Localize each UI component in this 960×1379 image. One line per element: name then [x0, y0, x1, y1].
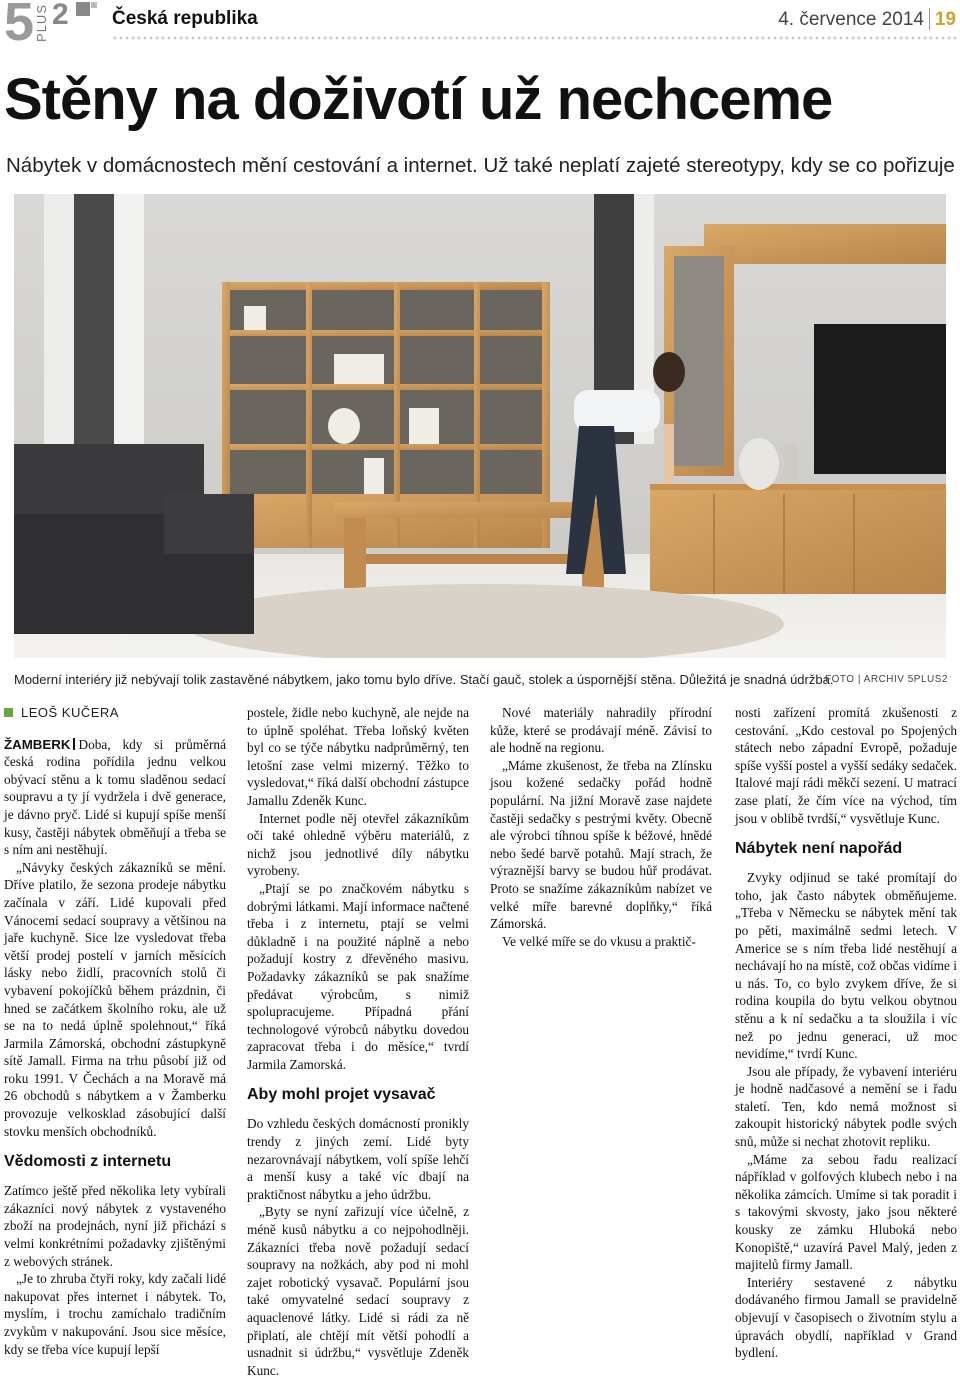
author-name: LEOŠ KUČERA: [21, 705, 119, 720]
headline: Stěny na doživotí už nechceme: [4, 67, 833, 132]
paragraph: „Návyky českých zákazníků se mění. Dříve platilo, že sezona prodeje nábytku začínala v září. Lidé kupovali před Vánocemi sedací soupravy a většinou na jaře kuchyně. Sice lze vysledovat třeba větší prodej postelí v jarních měsících lásky nebo židlí, pracovních stolů či vybavení pokojíčků během prázdnin, či hned se začátkem školního roku, ale už se na to nedá úplně spolehnout,“ říká Jarmila Zámorská, obchodní zástupkyně sítě Jamall. Firma na trhu působí již od roku 1991. V Čechách a na Moravě má 26 obchodů s nábytkem a v Žamberku provozuje velkosklad zásobující další stovku menších obchodníků.: [4, 859, 226, 1139]
subheading: Aby mohl projet vysavač: [247, 1086, 436, 1104]
dateline: ŽAMBERK: [4, 736, 71, 752]
article-column-4: [735, 704, 957, 1362]
subheading: Vědomosti z internetu: [4, 1153, 172, 1171]
byline-square-icon: [4, 708, 13, 717]
page-number: 19: [934, 9, 956, 30]
article-column-3: [490, 704, 712, 950]
paragraph: Internet podle něj otevřel zákazníkům oči také ohledně výběru materiálů, z nichž jsou jednotlivé díly nábytku vyrobeny.: [247, 810, 469, 879]
article-column-1: [4, 704, 226, 1358]
paragraph: „Je to zhruba čtyři roky, kdy začali lidé nakupovat přes internet i nábytek. To, myslím, i trochu zamíchalo tradičním zvykům v nakupování. Jsou sice měsíce, kdy se třeba více kupují lepší: [4, 1271, 226, 1357]
paragraph: postele, židle nebo kuchyně, ale nejde na to úplně spoléhat. Třeba loňský květen byl co se týče nábytku nadprůměrný, ten letošní zase velmi mizerný. Těžko to vysledovat,“ říká další obchodní zástupce Jamallu Zdeněk Kunc.: [247, 705, 469, 808]
page-separator: [929, 8, 930, 30]
logo-plus: PLUS: [34, 4, 49, 42]
paragraph: „Byty se nyní zařizují více účelně, z méně kusů nábytku a co nejpohodlněji. Zákazníci třeba nově požadují sedací soupravy na nožkách, aby pod ni mohl zajet robotický vysavač. Populární jsou také omyvatelné sedací soupravy z aquaclenové látky. Lidé si rádi za ně připlatí, ale chtějí mít větší pohodlí a usnadnit si údržbu,“ vysvětluje Zdeněk Kunc.: [247, 1204, 469, 1378]
lead-paragraph: [4, 736, 226, 859]
living-room-illustration: [14, 194, 946, 658]
issue-date: 4. července 2014: [778, 9, 924, 30]
subheadline: Nábytek v domácnostech mění cestování a internet. Už také neplatí zajeté stereotypy, kdy se co pořizuje: [6, 154, 955, 177]
dateline-bar: [73, 738, 75, 750]
paragraph: „Máme zkušenost, že třeba na Zlínsku jsou kožené sedačky pořád hodně populární. Na jižní Moravě zase najdete častěji sedačky s pestrými květy. Obecně ale výrobci tíhnou spíše k béžové, hnědé nebo šedé barvě potahů. Mají strach, že výraznější barvy se budou hůř prodávat. Proto se snažíme zákazníkům nabízet ve velké míře barevné doplňky,“ říká Zámorská.: [490, 757, 712, 932]
paragraph: Nové materiály nahradily přírodní kůže, které se prodávají méně. Závisí to ale hodně na regionu.: [490, 705, 712, 756]
header-dotted-rule: [112, 36, 958, 40]
article-photo: [14, 194, 946, 658]
page-header: [0, 0, 960, 52]
paragraph: Ve velké míře se do vkusu a praktič-: [502, 933, 696, 949]
paragraph: Interiéry sestavené z nábytku dodávaného firmou Jamall se pravidelně objevují v časopisech o životním stylu a úpravách obydlí, například v Grand bydlení.: [735, 1274, 957, 1361]
paragraph: Zvyky odjinud se také promítají do toho, jak často nábytek obměňujeme. „Třeba v Německu se nábytek mění tak po pěti, maximálně sedmi letech. V Americe se s ním třeba lidé nestěhují a nechávají ho na místě, což občas vidíme i u nás. To, co bylo zvykem dříve, že si rodina koupila do bytu velkou obytnou stěnu a k ní sedačku a ta sloužila i víc než po jednu generaci, už moc nevidíme,“ tvrdí Kunc.: [735, 870, 957, 1062]
photo-credit: FOTO | ARCHIV 5PLUS2: [824, 674, 948, 685]
logo-number: 5: [4, 0, 35, 52]
paragraph: „Máme za sebou řadu realizací nápříklad v golfových klubech nebo i na několika zámcích. Umíme si tak poradit i s takovými skvosty, jako jsou některé kousky ze zámku Hluboká nebo Konopiště,“ uzavírá Pavel Malý, jeden z majitelů firmy Jamall.: [735, 1151, 957, 1273]
subheading: Nábytek není napořád: [735, 840, 903, 858]
photo-caption: Moderní interiéry již nebývají tolik zastavěné nábytkem, jako tomu bylo dříve. Stačí gauč, stolek a úspornější stěna. Důležitá je snadná údržba.: [14, 672, 834, 687]
article-column-2: [247, 704, 469, 1379]
logo-small-square-icon: [91, 2, 97, 8]
paragraph: nosti zařízení promítá zkušenosti z cestování. „Kdo cestoval po Spojených státech nebo západní Evropě, požaduje spíše vyšší postel a vyšší sedáky sedaček. Italové mají rádi měkčí sezení. U matrací zase platí, že čím více na východ, tím jsou v oblibě tvrdší,“ vysvětluje Kunc.: [735, 705, 957, 826]
section-title: Česká republika: [112, 8, 258, 29]
lead-text: Doba, kdy si průměrná česká rodina pořídila jednu velkou obývací stěnu a k tomu sladěnou sedací soupravu a ty jí vydržela i dvě generace, je dávno pryč. Lidé si kupují spíše menší kusy, častěji nábytek obměňují a třeba se s ním ani nestěhují.: [4, 736, 226, 858]
logo-two: 2: [52, 0, 69, 31]
paragraph: Zatímco ještě před několika lety vybírali zákazníci nový nábytek z vystaveného zboží na prodejnách, nyní již přichází s velmi konkrétními požadavky zjištěnými z webových stránek.: [4, 1183, 226, 1269]
paragraph: Jsou ale případy, že vybavení interiéru je hodně nadčasové a nemění se i řadu staletí. Ten, kdo nemá možnost si zakoupit historický nábytek podle svých snů, může si nechat zhotovit repliku.: [735, 1063, 957, 1150]
paragraph: Do vzhledu českých domácností pronikly trendy z jiných zemí. Lidé byty nezarovnávají nábytkem, volí spíše lehčí a menší kusy a také víc dbají na praktičnost nábytku a jeho údržbu.: [247, 1116, 469, 1202]
author-byline: [4, 704, 226, 722]
logo-square-icon: [76, 2, 90, 16]
paragraph: „Ptají se po značkovém nábytku s dobrými látkami. Mají informace načtené třeba i z internetu, ptají se velmi důkladně i na použité náplně a nebo požadují kostry z dřevěného masivu. Požadavky zákazníků se pak snažíme předávat výrobcům, s nimiž spolupracujeme. Případná přání technologové výrobců nábytku dovedou zapracovat třeba i do měsíce,“ tvrdí Jarmila Zamorská.: [247, 880, 469, 1072]
